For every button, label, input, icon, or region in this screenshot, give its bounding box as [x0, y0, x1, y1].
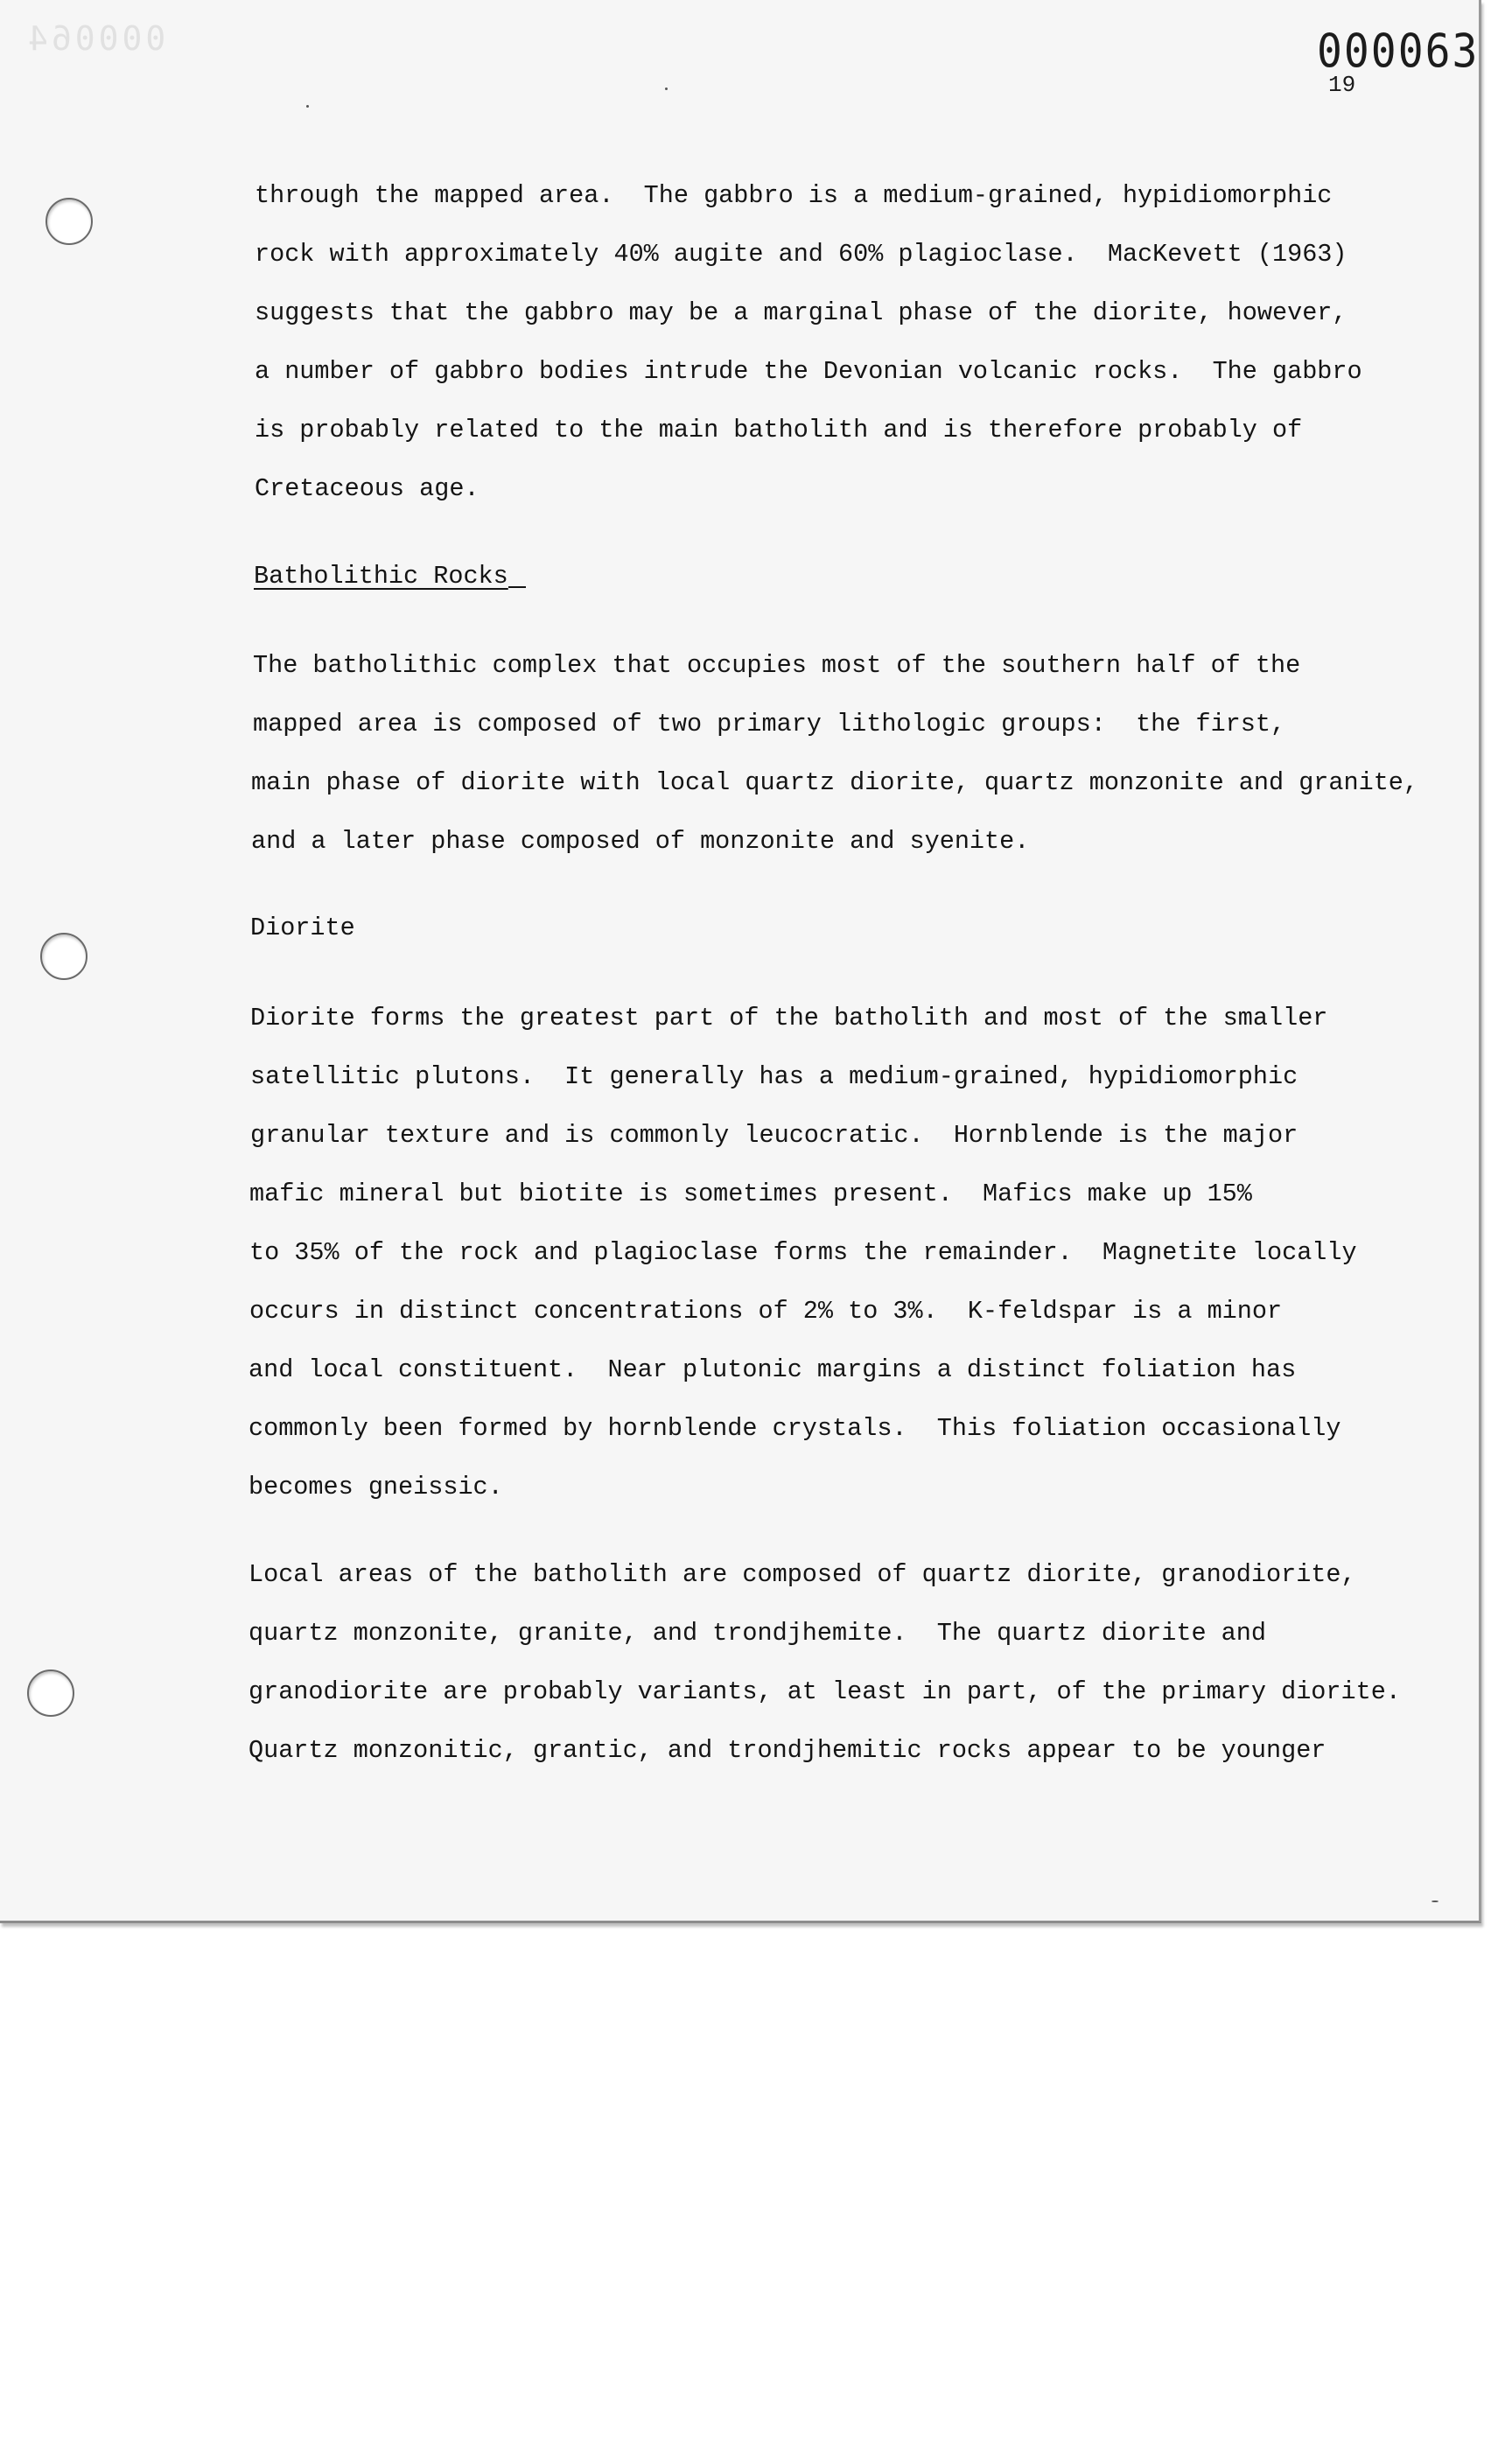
body-text-line: Quartz monzonitic, grantic, and trondjhemitic rocks appear to be younger: [248, 1736, 1326, 1765]
body-text-line: and a later phase composed of monzonite and syenite.: [251, 827, 1030, 856]
section-heading-batholithic-rocks: Batholithic Rocks: [254, 563, 526, 591]
scan-speck: [306, 105, 309, 108]
body-text-line: rock with approximately 40% augite and 60% plagioclase. MacKevett (1963): [255, 240, 1348, 269]
body-text-line: Diorite forms the greatest part of the batholith and most of the smaller: [250, 1004, 1328, 1032]
body-text-line: commonly been formed by hornblende crystals. This foliation occasionally: [248, 1414, 1341, 1443]
document-stamp-number: 000063: [1317, 24, 1480, 79]
binder-hole: [40, 933, 88, 980]
scan-speck: [1432, 1900, 1438, 1902]
body-text-line: Cretaceous age.: [255, 474, 480, 503]
body-text-line: quartz monzonite, granite, and trondjhemite. The quartz diorite and: [248, 1619, 1266, 1648]
body-text-line: mafic mineral but biotite is sometimes present. Mafics make up 15%: [249, 1180, 1252, 1208]
page-number: 19: [1328, 72, 1356, 98]
body-text-line: granular texture and is commonly leucocratic. Hornblende is the major: [250, 1121, 1298, 1150]
body-text-line: satellitic plutons. It generally has a medium-grained, hypidiomorphic: [250, 1062, 1298, 1091]
body-text-line: suggests that the gabbro may be a marginal phase of the diorite, however,: [255, 298, 1348, 327]
binder-hole: [27, 1670, 74, 1717]
body-text-line: through the mapped area. The gabbro is a medium-grained, hypidiomorphic: [255, 181, 1333, 210]
binder-hole: [46, 198, 93, 245]
body-text-line: a number of gabbro bodies intrude the Devonian volcanic rocks. The gabbro: [255, 357, 1362, 386]
body-text-line: The batholithic complex that occupies most of the southern half of the: [253, 651, 1301, 680]
body-text-line: becomes gneissic.: [248, 1473, 503, 1502]
body-text-line: main phase of diorite with local quartz diorite, quartz monzonite and granite,: [251, 768, 1419, 797]
body-text-line: mapped area is composed of two primary lithologic groups: the first,: [253, 710, 1286, 738]
body-text-line: Local areas of the batholith are composed of quartz diorite, granodiorite,: [248, 1560, 1356, 1589]
body-text-line: is probably related to the main batholith and is therefore probably of: [255, 416, 1303, 444]
body-text-line: to 35% of the rock and plagioclase forms the remainder. Magnetite locally: [249, 1238, 1357, 1267]
body-text-line: occurs in distinct concentrations of 2% to 3%. K-feldspar is a minor: [249, 1297, 1283, 1326]
bleed-through-stamp: 000064: [24, 19, 166, 58]
scan-speck: [665, 88, 668, 90]
section-heading-diorite: Diorite: [250, 914, 355, 942]
body-text-line: and local constituent. Near plutonic margins a distinct foliation has: [248, 1355, 1297, 1384]
body-text-line: granodiorite are probably variants, at least in part, of the primary diorite.: [248, 1677, 1401, 1706]
